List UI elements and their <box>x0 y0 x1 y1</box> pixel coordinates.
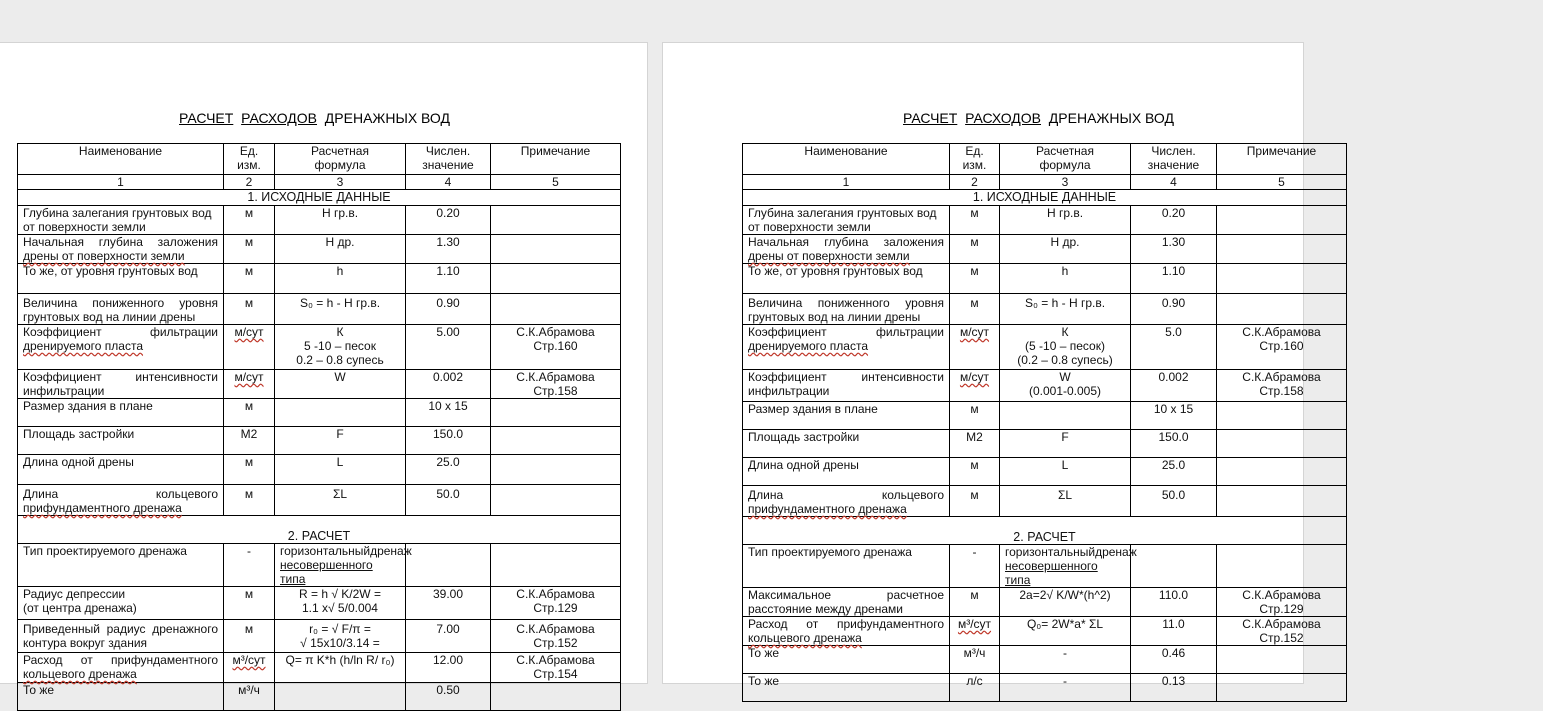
row-unit: - <box>950 545 1000 588</box>
row-formula <box>1000 402 1131 430</box>
row-unit: м³/ч <box>224 683 275 711</box>
table-row <box>743 674 1347 702</box>
row-name: Коэффициент интенсивности инфильтрации <box>18 370 224 399</box>
table-row <box>743 294 1347 325</box>
row-note <box>491 399 621 427</box>
row-value: 1.10 <box>406 264 491 294</box>
row-formula: К (5 -10 – песок) (0.2 – 0.8 супесь) <box>1000 325 1131 370</box>
title-word: ДРЕНАЖНЫХ ВОД <box>324 110 450 126</box>
row-unit: м/сут <box>950 370 1000 402</box>
row-unit: м <box>950 588 1000 617</box>
row-formula: Q= π K*h (h/ln R/ r₀) <box>275 653 406 683</box>
table-row <box>743 486 1347 517</box>
column-number: 1 <box>743 175 950 190</box>
table-row <box>18 587 621 620</box>
row-value: 25.0 <box>1131 458 1217 486</box>
row-unit: м/сут <box>224 325 275 370</box>
row-name: То же, от уровня грунтовых вод <box>18 264 224 294</box>
row-value: 12.00 <box>406 653 491 683</box>
row-note <box>491 485 621 516</box>
row-name: Тип проектируемого дренажа <box>743 545 950 588</box>
row-unit: м³/сут <box>950 617 1000 646</box>
column-number: 5 <box>491 175 621 190</box>
row-formula: L <box>1000 458 1131 486</box>
row-value: 7.00 <box>406 620 491 653</box>
row-name: Расход от прифундаментного кольцевого дренажа <box>18 653 224 683</box>
row-name: Максимальное расчетное расстояние между дренами <box>743 588 950 617</box>
table-row <box>18 206 621 235</box>
row-name: Начальная глубина заложения дрены от поверхности земли <box>743 235 950 264</box>
document-title <box>903 110 1543 126</box>
row-formula: Q₀= 2W*a* ΣL <box>1000 617 1131 646</box>
section-row <box>18 516 621 544</box>
row-name: Радиус депрессии (от центра дренажа) <box>18 587 224 620</box>
section-heading: 1. ИСХОДНЫЕ ДАННЫЕ <box>18 190 621 206</box>
row-note <box>1217 264 1347 294</box>
row-value: 0.002 <box>1131 370 1217 402</box>
table-row <box>18 427 621 455</box>
column-number: 3 <box>275 175 406 190</box>
row-name: Коэффициент интенсивности инфильтрации <box>743 370 950 402</box>
drainage-calc-table <box>17 143 621 711</box>
row-note <box>491 544 621 587</box>
column-number: 2 <box>224 175 275 190</box>
title-word: РАСЧЕТ <box>903 110 958 126</box>
row-unit: м <box>224 264 275 294</box>
row-note: С.К.Абрамова Стр.160 <box>1217 325 1347 370</box>
row-name: Глубина залегания грунтовых вод от поверхности земли <box>18 206 224 235</box>
table-row <box>743 264 1347 294</box>
table-row <box>743 545 1347 588</box>
row-note <box>1217 430 1347 458</box>
row-unit: м <box>224 206 275 235</box>
row-formula: L <box>275 455 406 485</box>
row-note: С.К.Абрамова Стр.154 <box>491 653 621 683</box>
row-value <box>406 544 491 587</box>
row-value: 0.50 <box>406 683 491 711</box>
row-formula <box>275 683 406 711</box>
header-cell: Наименование <box>743 144 950 175</box>
table-row <box>743 430 1347 458</box>
row-formula: F <box>275 427 406 455</box>
row-note <box>491 206 621 235</box>
row-name: Приведенный радиус дренажного контура вокруг здания <box>18 620 224 653</box>
title-word: РАСЧЕТ <box>179 110 234 126</box>
table-row <box>18 620 621 653</box>
row-unit: - <box>224 544 275 587</box>
row-formula <box>275 399 406 427</box>
row-unit: м <box>950 235 1000 264</box>
row-name: То же <box>18 683 224 711</box>
row-note <box>1217 294 1347 325</box>
row-unit: М2 <box>224 427 275 455</box>
row-unit: м <box>224 455 275 485</box>
row-name: Начальная глубина заложения дрены от поверхности земли <box>18 235 224 264</box>
row-formula: r₀ = √ F/π = √ 15х10/3.14 = <box>275 620 406 653</box>
row-unit: м³/ч <box>950 646 1000 674</box>
row-note: С.К.Абрамова Стр.152 <box>1217 617 1347 646</box>
header-cell: Расчетная формула <box>1000 144 1131 175</box>
row-formula: W (0.001-0.005) <box>1000 370 1131 402</box>
row-note <box>491 235 621 264</box>
row-value: 1.30 <box>406 235 491 264</box>
row-name: То же, от уровня грунтовых вод <box>743 264 950 294</box>
row-name: Длина кольцевого прифундаментного дренажа <box>743 486 950 517</box>
row-note <box>491 264 621 294</box>
row-unit: м <box>950 458 1000 486</box>
row-note <box>491 294 621 325</box>
row-unit: м <box>224 485 275 516</box>
row-unit: м <box>950 264 1000 294</box>
row-note <box>491 683 621 711</box>
row-unit: М2 <box>950 430 1000 458</box>
table-row <box>743 402 1347 430</box>
row-unit: м <box>224 235 275 264</box>
row-formula: Н гр.в. <box>1000 206 1131 235</box>
row-note <box>491 455 621 485</box>
row-value: 10 х 15 <box>406 399 491 427</box>
row-note: С.К.Абрамова Стр.129 <box>491 587 621 620</box>
row-unit: л/с <box>950 674 1000 702</box>
table-row <box>743 617 1347 646</box>
row-formula: Н др. <box>1000 235 1131 264</box>
row-name: Площадь застройки <box>18 427 224 455</box>
row-note <box>491 427 621 455</box>
header-cell: Ед. изм. <box>224 144 275 175</box>
row-formula: К 5 -10 – песок 0.2 – 0.8 супесь <box>275 325 406 370</box>
column-number: 4 <box>406 175 491 190</box>
header-cell: Ед. изм. <box>950 144 1000 175</box>
row-note: С.К.Абрамова Стр.158 <box>1217 370 1347 402</box>
table-row <box>18 455 621 485</box>
drainage-calc-table <box>742 143 1347 702</box>
row-value: 0.002 <box>406 370 491 399</box>
row-note: С.К.Абрамова Стр.129 <box>1217 588 1347 617</box>
row-unit: м/сут <box>950 325 1000 370</box>
row-value: 10 х 15 <box>1131 402 1217 430</box>
title-word: РАСХОДОВ <box>965 110 1042 126</box>
row-formula: Н гр.в. <box>275 206 406 235</box>
row-name: Коэффициент фильтрации дренируемого пласта <box>18 325 224 370</box>
table-row <box>18 235 621 264</box>
row-name: Длина одной дрены <box>743 458 950 486</box>
row-unit: м/сут <box>224 370 275 399</box>
table-row <box>18 294 621 325</box>
table-row <box>18 399 621 427</box>
row-note <box>1217 674 1347 702</box>
row-value: 1.30 <box>1131 235 1217 264</box>
row-unit: м <box>224 294 275 325</box>
row-name: Тип проектируемого дренажа <box>18 544 224 587</box>
row-unit: м³/сут <box>224 653 275 683</box>
column-number: 5 <box>1217 175 1347 190</box>
row-note <box>1217 206 1347 235</box>
row-value: 150.0 <box>406 427 491 455</box>
row-value: 0.20 <box>1131 206 1217 235</box>
row-name: Глубина залегания грунтовых вод от поверхности земли <box>743 206 950 235</box>
row-unit: м <box>950 294 1000 325</box>
row-value: 0.90 <box>406 294 491 325</box>
table-row <box>743 458 1347 486</box>
row-value: 11.0 <box>1131 617 1217 646</box>
row-note <box>1217 235 1347 264</box>
row-name: То же <box>743 646 950 674</box>
row-note: С.К.Абрамова Стр.152 <box>491 620 621 653</box>
row-unit: м <box>950 206 1000 235</box>
row-value <box>1131 545 1217 588</box>
title-word: РАСХОДОВ <box>241 110 318 126</box>
row-formula: Н др. <box>275 235 406 264</box>
row-name: То же <box>743 674 950 702</box>
row-value: 0.46 <box>1131 646 1217 674</box>
header-cell: Расчетная формула <box>275 144 406 175</box>
row-name: Величина пониженного уровня грунтовых вод на линии дрены <box>18 294 224 325</box>
row-name: Длина кольцевого прифундаментного дренажа <box>18 485 224 516</box>
column-number: 4 <box>1131 175 1217 190</box>
row-formula: - <box>1000 646 1131 674</box>
column-number: 1 <box>18 175 224 190</box>
column-number: 3 <box>1000 175 1131 190</box>
row-formula: горизонтальный дренаж несовершенного типа <box>1000 545 1131 588</box>
row-value: 50.0 <box>1131 486 1217 517</box>
column-number-row <box>18 175 621 190</box>
row-unit: м <box>950 402 1000 430</box>
table-row <box>743 235 1347 264</box>
section-row <box>743 517 1347 545</box>
section-row <box>743 190 1347 206</box>
column-number: 2 <box>950 175 1000 190</box>
section-heading: 1. ИСХОДНЫЕ ДАННЫЕ <box>743 190 1347 206</box>
row-name: Коэффициент фильтрации дренируемого пласта <box>743 325 950 370</box>
row-value: 0.20 <box>406 206 491 235</box>
row-note <box>1217 646 1347 674</box>
table-row <box>743 206 1347 235</box>
table-row <box>743 646 1347 674</box>
row-formula: F <box>1000 430 1131 458</box>
row-formula: S₀ = h - Н гр.в. <box>1000 294 1131 325</box>
row-formula: h <box>275 264 406 294</box>
table-row <box>18 370 621 399</box>
table-row <box>18 264 621 294</box>
row-name: Площадь застройки <box>743 430 950 458</box>
table-row <box>743 325 1347 370</box>
row-formula: - <box>1000 674 1131 702</box>
table-row <box>18 485 621 516</box>
row-unit: м <box>224 587 275 620</box>
section-heading: 2. РАСЧЕТ <box>743 517 1347 545</box>
table-row <box>18 544 621 587</box>
row-value: 5.00 <box>406 325 491 370</box>
row-note <box>1217 486 1347 517</box>
header-row <box>743 144 1347 175</box>
section-row <box>18 190 621 206</box>
header-row <box>18 144 621 175</box>
row-formula: ΣL <box>275 485 406 516</box>
header-cell: Примечание <box>1217 144 1347 175</box>
row-name: Расход от прифундаментного кольцевого дренажа <box>743 617 950 646</box>
row-formula: h <box>1000 264 1131 294</box>
row-value: 39.00 <box>406 587 491 620</box>
table-row <box>18 325 621 370</box>
column-number-row <box>743 175 1347 190</box>
row-formula: ΣL <box>1000 486 1131 517</box>
row-name: Размер здания в плане <box>743 402 950 430</box>
header-cell: Числен. значение <box>1131 144 1217 175</box>
row-name: Размер здания в плане <box>18 399 224 427</box>
table-row <box>743 370 1347 402</box>
table-row <box>743 588 1347 617</box>
row-unit: м <box>950 486 1000 517</box>
document-page-2 <box>662 42 1321 688</box>
row-unit: м <box>224 399 275 427</box>
row-note <box>1217 458 1347 486</box>
row-name: Величина пониженного уровня грунтовых вод на линии дрены <box>743 294 950 325</box>
row-unit: м <box>224 620 275 653</box>
table-row <box>18 653 621 683</box>
row-formula: S₀ = h - Н гр.в. <box>275 294 406 325</box>
row-value: 50.0 <box>406 485 491 516</box>
header-cell: Примечание <box>491 144 621 175</box>
table-row <box>18 683 621 711</box>
row-value: 5.0 <box>1131 325 1217 370</box>
row-value: 1.10 <box>1131 264 1217 294</box>
row-note <box>1217 545 1347 588</box>
title-word: ДРЕНАЖНЫХ ВОД <box>1048 110 1174 126</box>
row-value: 110.0 <box>1131 588 1217 617</box>
row-value: 0.13 <box>1131 674 1217 702</box>
row-value: 150.0 <box>1131 430 1217 458</box>
header-cell: Наименование <box>18 144 224 175</box>
row-note: С.К.Абрамова Стр.160 <box>491 325 621 370</box>
row-value: 25.0 <box>406 455 491 485</box>
row-formula: 2a=2√ K/W*(h^2) <box>1000 588 1131 617</box>
row-formula: горизонтальный дренаж несовершенного типа <box>275 544 406 587</box>
row-note <box>1217 402 1347 430</box>
row-value: 0.90 <box>1131 294 1217 325</box>
section-heading: 2. РАСЧЕТ <box>18 516 621 544</box>
row-formula: W <box>275 370 406 399</box>
row-name: Длина одной дрены <box>18 455 224 485</box>
header-cell: Числен. значение <box>406 144 491 175</box>
row-note: С.К.Абрамова Стр.158 <box>491 370 621 399</box>
row-formula: R = h √ K/2W = 1.1 х√ 5/0.004 <box>275 587 406 620</box>
document-page-1 <box>0 42 648 697</box>
